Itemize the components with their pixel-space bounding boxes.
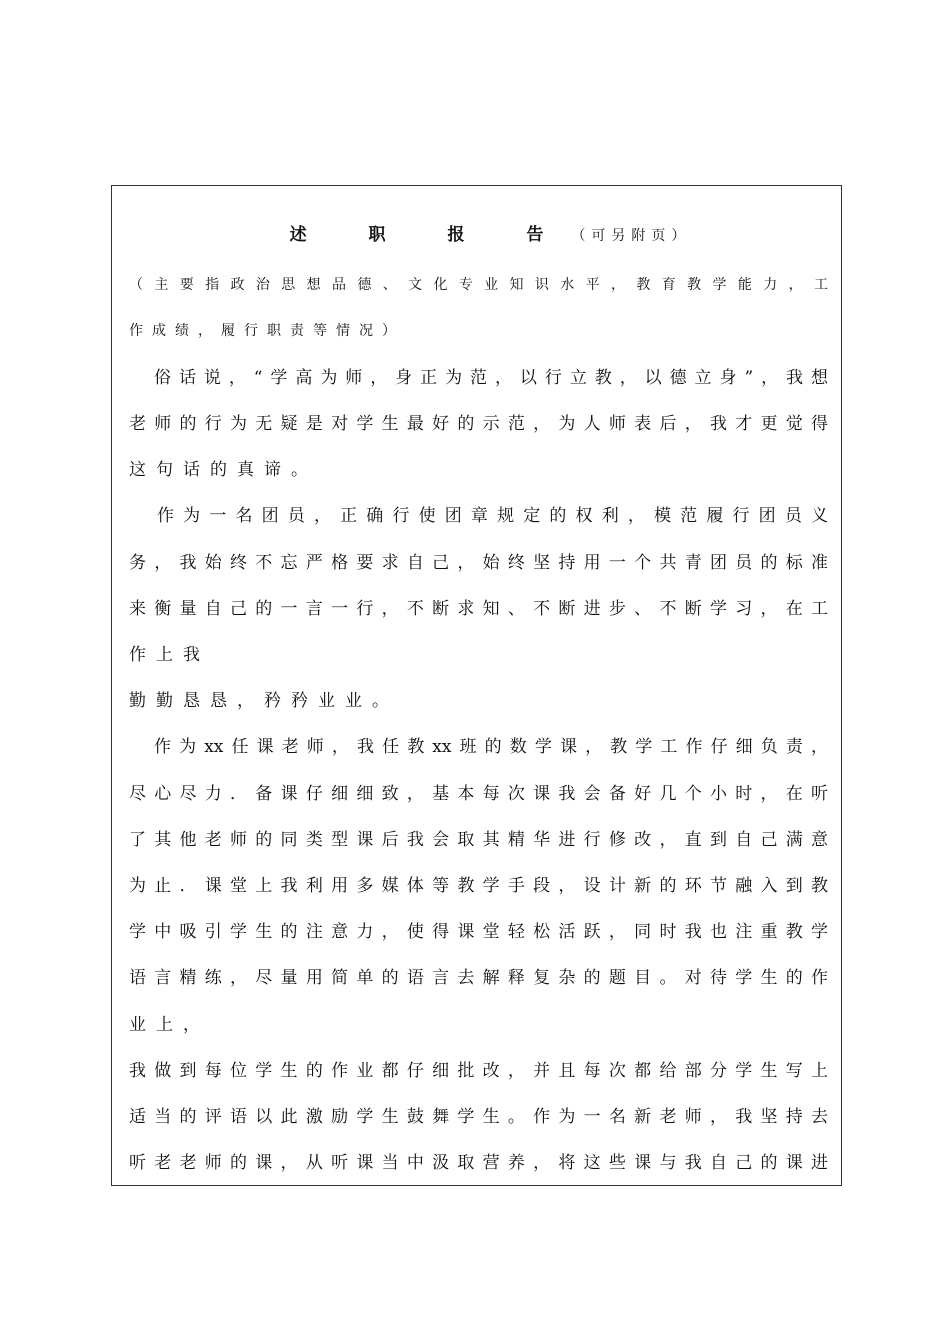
- guidance-line-1: （主要指政治思想品德、文化专业知识水平，教育教学能力，工: [129, 277, 828, 293]
- paragraph-line: 业上，: [129, 1015, 210, 1035]
- paragraph-line: 作为xx任课老师，我任教xx班的数学课，教学工作仔细负责，: [154, 737, 828, 757]
- title-char: 职: [368, 225, 386, 245]
- paragraph-line: 务，我始终不忘严格要求自己，始终坚持用一个共青团员的标准: [129, 553, 828, 573]
- paragraph-line: 俗话说，“学高为师，身正为范，以行立教，以德立身”，我想: [154, 368, 828, 388]
- title-char: 告: [526, 225, 544, 245]
- paragraph-line: 为止．课堂上我利用多媒体等教学手段，设计新的环节融入到教: [129, 876, 828, 896]
- paragraph-line: 语言精练，尽量用简单的语言去解释复杂的题目。对待学生的作: [129, 968, 828, 988]
- paragraph-line: 听老老师的课，从听课当中汲取营养，将这些课与我自己的课进: [129, 1153, 828, 1173]
- report-title: [112, 220, 841, 245]
- paragraph-line: 适当的评语以此激励学生鼓舞学生。作为一名新老师，我坚持去: [129, 1107, 828, 1127]
- paragraph-line: 勤勤恳恳，矜矜业业。: [129, 691, 399, 711]
- paragraph-line: 老师的行为无疑是对学生最好的示范，为人师表后，我才更觉得: [129, 414, 828, 434]
- title-char: 报: [447, 225, 465, 245]
- paragraph-line: 这句话的真谛。: [129, 460, 318, 480]
- paragraph-line: 来衡量自己的一言一行，不断求知、不断进步、不断学习，在工: [129, 599, 828, 619]
- paragraph-line: 作为一名团员，正确行使团章规定的权利，模范履行团员义: [157, 506, 828, 526]
- paragraph-line: 我做到每位学生的作业都仔细批改，并且每次都给部分学生写上: [129, 1061, 828, 1081]
- paragraph-line: 学中吸引学生的注意力，使得课堂轻松活跃，同时我也注重教学: [129, 922, 828, 942]
- title-note: （可另附页）: [571, 228, 692, 244]
- paragraph-line: 了其他老师的同类型课后我会取其精华进行修改，直到自己满意: [129, 830, 828, 850]
- report-frame: [111, 185, 842, 1186]
- paragraph-line: 作上我: [129, 645, 210, 665]
- paragraph-line: 尽心尽力．备课仔细细致，基本每次课我会备好几个小时，在听: [129, 784, 828, 804]
- guidance-line-2: 作成绩，履行职责等情况）: [129, 323, 405, 339]
- title-char: 述: [289, 225, 307, 245]
